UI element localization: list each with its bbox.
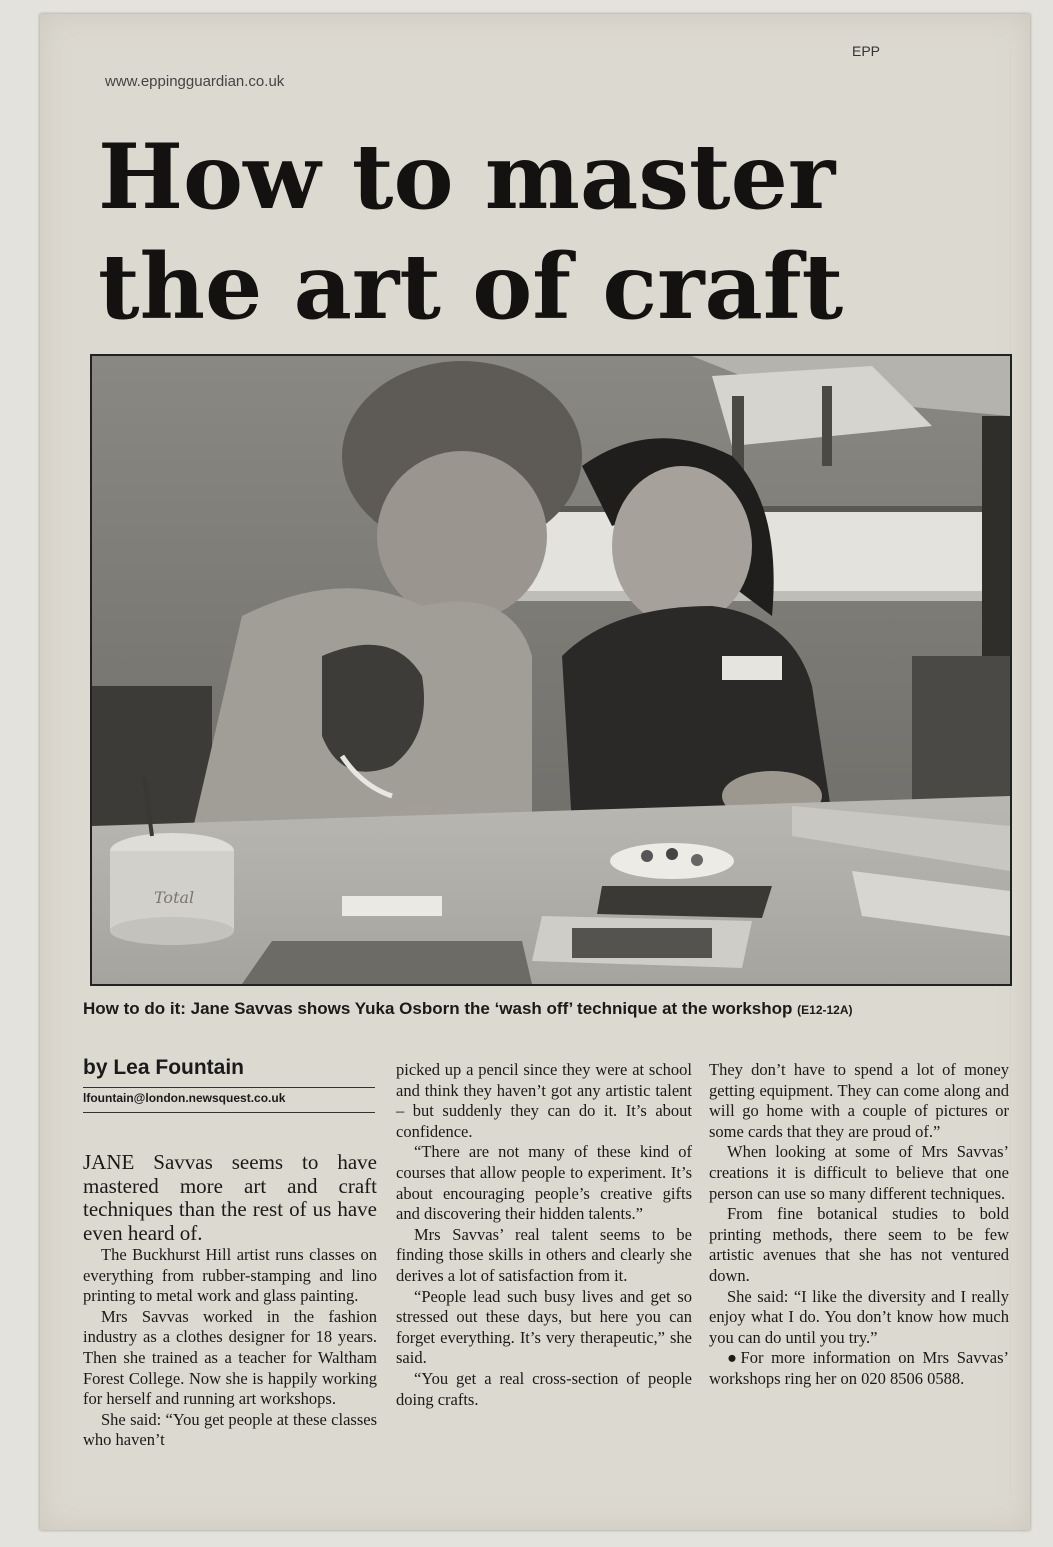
article-paragraph: Mrs Savvas worked in the fashion industry as a clothes designer for 18 years. Then she trained as a teacher for Waltham Forest College. Now she is happily working for herself and running art workshops. bbox=[83, 1306, 377, 1409]
byline-author: by Lea Fountain bbox=[83, 1056, 245, 1079]
article-paragraph: “People lead such busy lives and get so stressed out these days, but here you can forget everything. It’s very therapeutic,” she said. bbox=[396, 1286, 692, 1368]
photo-caption bbox=[83, 999, 1013, 1019]
photo-illustration bbox=[92, 356, 1010, 984]
article-paragraph: From fine botanical studies to bold printing methods, there seem to be few artistic avenues that she has not ventured down. bbox=[709, 1204, 1009, 1285]
article-paragraph: Mrs Savvas’ real talent seems to be finding those skills in others and clearly she derives a lot of satisfaction from it. bbox=[396, 1224, 692, 1285]
article-paragraph: She said: “I like the diversity and I really enjoy what I do. You don’t know how much you can do until you try.” bbox=[709, 1286, 1009, 1347]
article-paragraph: She said: “You get people at these classes who haven’t bbox=[83, 1409, 377, 1450]
article-column-2 bbox=[396, 1060, 692, 1410]
headline: How to master the art of craft bbox=[98, 124, 844, 340]
newspaper-clipping bbox=[40, 14, 1030, 1530]
byline-divider-bottom bbox=[83, 1112, 375, 1113]
article-paragraph: The Buckhurst Hill artist runs classes on everything from rubber-stamping and lino printing to metal work and glass painting. bbox=[83, 1245, 377, 1306]
section-code: EPP bbox=[851, 43, 880, 59]
byline-email: lfountain@london.newsquest.co.uk bbox=[83, 1091, 286, 1105]
article-paragraph: picked up a pencil since they were at school and think they haven’t got any artistic talent – but suddenly they can do it. It’s about confidence. bbox=[396, 1060, 692, 1141]
article-paragraph: ●For more information on Mrs Savvas’ workshops ring her on 020 8506 0588. bbox=[709, 1348, 1009, 1388]
byline-divider bbox=[83, 1087, 375, 1088]
article-paragraph: JANE Savvas seems to have mastered more art and craft techniques than the rest of us have even heard of. bbox=[83, 1150, 377, 1245]
article-column-3 bbox=[709, 1060, 1009, 1390]
article-paragraph: When looking at some of Mrs Savvas’ creations it is difficult to believe that one person can use so many different techniques. bbox=[709, 1142, 1009, 1203]
tub-label: Total bbox=[154, 888, 195, 907]
caption-text: How to do it: Jane Savvas shows Yuka Osborn the ‘wash off’ technique at the workshop bbox=[83, 999, 793, 1018]
caption-ref: (E12-12A) bbox=[797, 1003, 853, 1017]
article-photo bbox=[90, 354, 1012, 986]
website-url: www.eppingguardian.co.uk bbox=[105, 73, 285, 90]
article-paragraph: They don’t have to spend a lot of money getting equipment. They can come along and will go home with a couple of pictures or some cards that they are proud of.” bbox=[709, 1060, 1009, 1141]
article-paragraph: “There are not many of these kind of courses that allow people to experiment. It’s about encouraging people’s creative gifts and discovering their hidden talents.” bbox=[396, 1142, 692, 1224]
article-paragraph: “You get a real cross-section of people doing crafts. bbox=[396, 1368, 692, 1409]
article-column-1 bbox=[83, 1151, 377, 1451]
